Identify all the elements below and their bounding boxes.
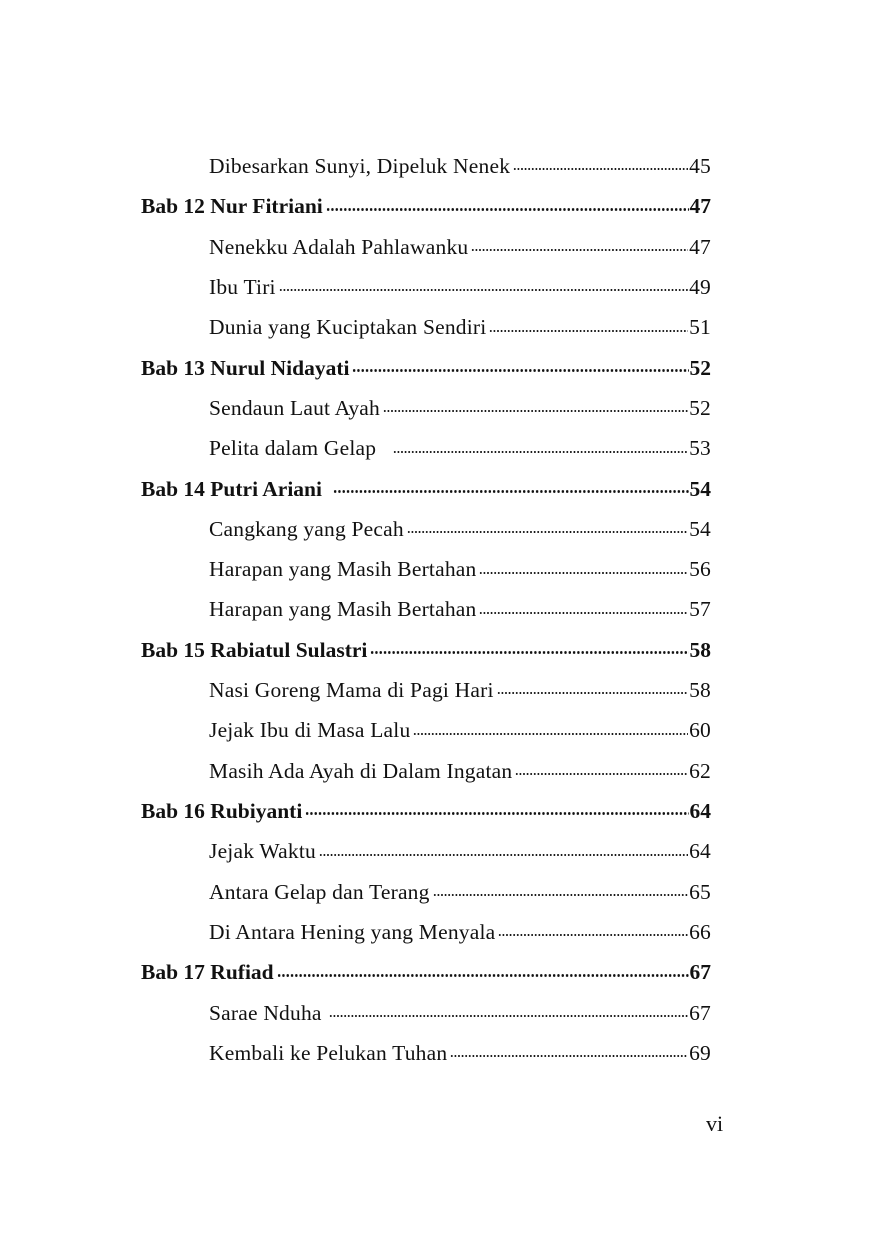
toc-entry-title: Bab 12 Nur Fitriani xyxy=(141,194,323,219)
toc-entry-page: 56 xyxy=(689,557,711,582)
toc-entry-page: 57 xyxy=(689,597,711,622)
dot-leader xyxy=(450,1038,688,1060)
dot-leader xyxy=(383,393,688,415)
toc-entry-sub[interactable] xyxy=(141,710,711,750)
toc-entry-title: Jejak Waktu xyxy=(209,839,316,864)
table-of-contents xyxy=(141,146,711,1073)
toc-entry-title: Nasi Goreng Mama di Pagi Hari xyxy=(209,678,494,703)
dot-leader xyxy=(352,353,688,375)
toc-entry-sub[interactable] xyxy=(141,993,711,1033)
page-number: vi xyxy=(706,1111,724,1136)
toc-entry-page: 54 xyxy=(689,516,711,541)
toc-entry-page: 58 xyxy=(689,678,711,703)
dot-leader xyxy=(433,877,689,899)
toc-entry-page: 69 xyxy=(689,1040,711,1065)
toc-entry-page: 66 xyxy=(689,919,711,944)
toc-entry-sub[interactable] xyxy=(141,831,711,871)
dot-leader xyxy=(489,313,688,335)
dot-leader xyxy=(513,152,688,174)
dot-leader xyxy=(326,192,689,214)
toc-entry-page: 49 xyxy=(689,274,711,299)
toc-entry-sub[interactable] xyxy=(141,589,711,629)
toc-entry-title: Pelita dalam Gelap xyxy=(209,436,377,461)
toc-entry-title: Bab 13 Nurul Nidayati xyxy=(141,355,350,380)
toc-entry-chapter[interactable] xyxy=(141,952,711,992)
dot-leader xyxy=(279,272,688,294)
toc-entry-sub[interactable] xyxy=(141,1033,711,1073)
toc-entry-title: Ibu Tiri xyxy=(209,274,276,299)
toc-entry-sub[interactable] xyxy=(141,509,711,549)
dot-leader xyxy=(471,232,688,254)
toc-entry-page: 47 xyxy=(689,194,711,219)
toc-entry-chapter[interactable] xyxy=(141,186,711,226)
toc-entry-page: 60 xyxy=(689,718,711,743)
toc-entry-page: 53 xyxy=(689,436,711,461)
toc-entry-page: 51 xyxy=(689,315,711,340)
toc-entry-title: Sarae Nduha xyxy=(209,1000,322,1025)
toc-entry-title: Bab 14 Putri Ariani xyxy=(141,476,322,501)
toc-entry-title: Kembali ke Pelukan Tuhan xyxy=(209,1040,448,1065)
dot-leader xyxy=(333,474,689,496)
toc-entry-title: Jejak Ibu di Masa Lalu xyxy=(209,718,411,743)
toc-entry-sub[interactable] xyxy=(141,267,711,307)
toc-entry-title: Dunia yang Kuciptakan Sendiri xyxy=(209,315,487,340)
toc-entry-sub[interactable] xyxy=(141,307,711,347)
dot-leader xyxy=(515,756,688,778)
toc-entry-page: 54 xyxy=(689,476,711,501)
toc-entry-page: 64 xyxy=(689,839,711,864)
dot-leader xyxy=(479,595,688,617)
toc-entry-sub[interactable] xyxy=(141,388,711,428)
dot-leader xyxy=(479,555,688,577)
dot-leader xyxy=(319,837,688,859)
dot-leader xyxy=(497,676,688,698)
dot-leader xyxy=(498,917,688,939)
dot-leader xyxy=(329,998,688,1020)
dot-leader xyxy=(305,797,688,819)
toc-entry-sub[interactable] xyxy=(141,428,711,468)
toc-entry-page: 45 xyxy=(689,154,711,178)
dot-leader xyxy=(277,958,689,980)
toc-entry-sub[interactable] xyxy=(141,549,711,589)
toc-entry-title: Harapan yang Masih Bertahan xyxy=(209,597,477,622)
dot-leader xyxy=(393,434,688,456)
toc-entry-title: Dibesarkan Sunyi, Dipeluk Nenek xyxy=(209,154,511,178)
toc-entry-title: Bab 15 Rabiatul Sulastri xyxy=(141,637,368,662)
toc-entry-title: Di Antara Hening yang Menyala xyxy=(209,919,496,944)
toc-entry-page: 64 xyxy=(689,799,711,823)
toc-entry-sub[interactable] xyxy=(141,227,711,267)
toc-entry-sub[interactable] xyxy=(141,872,711,912)
toc-entry-page: 52 xyxy=(689,395,711,420)
toc-entry-title: Cangkang yang Pecah xyxy=(209,516,404,541)
toc-entry-sub[interactable] xyxy=(141,751,711,791)
toc-entry-page: 62 xyxy=(689,758,711,783)
toc-entry-title: Bab 16 Rubiyanti xyxy=(141,799,303,823)
toc-entry-chapter[interactable] xyxy=(141,469,711,509)
dot-leader xyxy=(370,635,688,657)
toc-entry-page: 65 xyxy=(689,879,711,904)
toc-entry-page: 67 xyxy=(689,1000,711,1025)
toc-entry-title: Sendaun Laut Ayah xyxy=(209,395,381,420)
toc-entry-sub[interactable] xyxy=(141,912,711,952)
toc-entry-title: Nenekku Adalah Pahlawanku xyxy=(209,234,469,259)
toc-entry-chapter[interactable] xyxy=(141,630,711,670)
toc-entry-title: Harapan yang Masih Bertahan xyxy=(209,557,477,582)
dot-leader xyxy=(413,716,688,738)
toc-entry-title: Antara Gelap dan Terang xyxy=(209,879,430,904)
toc-entry-page: 67 xyxy=(689,960,711,985)
toc-entry-chapter[interactable] xyxy=(141,348,711,388)
toc-entry-page: 58 xyxy=(689,637,711,662)
toc-entry-title: Masih Ada Ayah di Dalam Ingatan xyxy=(209,758,513,783)
toc-entry-sub[interactable] xyxy=(141,670,711,710)
dot-leader xyxy=(407,514,688,536)
toc-entry-title: Bab 17 Rufiad xyxy=(141,960,274,985)
toc-entry-chapter[interactable] xyxy=(141,791,711,831)
toc-entry-sub[interactable] xyxy=(141,146,711,186)
toc-entry-page: 52 xyxy=(689,355,711,380)
toc-entry-page: 47 xyxy=(689,234,711,259)
